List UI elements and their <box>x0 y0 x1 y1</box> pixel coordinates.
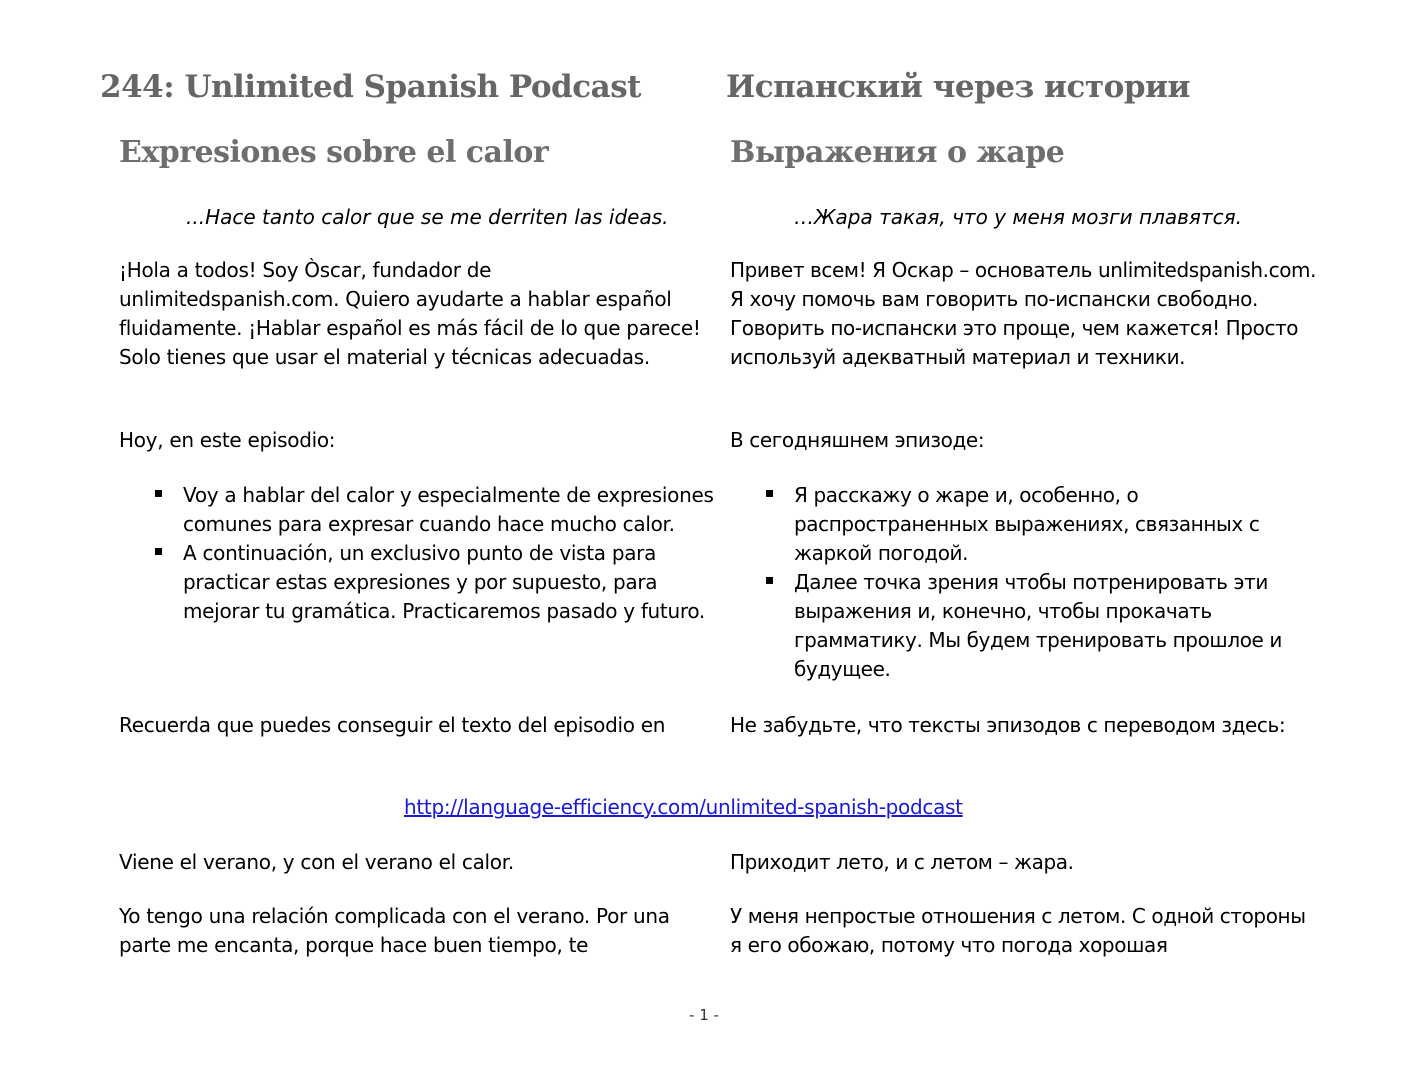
right-quote: …Жара такая, что у меня мозги плавятся. <box>794 205 1242 229</box>
left-title: 244: Unlimited Spanish Podcast <box>100 69 641 105</box>
square-bullet-icon <box>155 490 162 497</box>
right-episode-label: В сегодняшнем эпизоде: <box>730 428 985 452</box>
list-item-text: Я расскажу о жаре и, особенно, о распространенных выражениях, связанных с жаркой погодой. <box>794 483 1260 565</box>
right-title: Испанский через истории <box>726 69 1190 105</box>
podcast-link[interactable]: http://language-efficiency.com/unlimited-spanish-podcast <box>404 795 963 819</box>
list-item-text: Voy a hablar del calor y especialmente de expresiones comunes para expresar cuando hace mucho calor. <box>183 483 714 536</box>
right-relation-paragraph: У меня непростые отношения с летом. С одной стороны я его обожаю, потому что погода хорошая <box>730 904 1306 957</box>
page-number: - 1 - <box>689 1006 719 1024</box>
left-bullet-list <box>119 481 719 626</box>
list-item <box>730 481 1330 568</box>
left-episode-label: Hoy, en este episodio: <box>119 428 336 452</box>
right-bullet-list <box>730 481 1330 684</box>
square-bullet-icon <box>766 490 773 497</box>
list-item-text: A continuación, un exclusivo punto de vista para practicar estas expresiones y por supuesto, para mejorar tu gramática. Practicaremos pasado y futuro. <box>183 541 705 623</box>
left-relation-paragraph: Yo tengo una relación complicada con el verano. Por una parte me encanta, porque hace buen tiempo, te <box>119 904 670 957</box>
left-summer-paragraph: Viene el verano, y con el verano el calor. <box>119 850 514 874</box>
list-item-text: Далее точка зрения чтобы потренировать эти выражения и, конечно, чтобы прокачать грамматику. Мы будем тренировать прошлое и будущее. <box>794 570 1283 681</box>
left-reminder-paragraph: Recuerda que puedes conseguir el texto del episodio en <box>119 713 666 737</box>
list-item <box>119 481 719 539</box>
left-subtitle: Expresiones sobre el calor <box>119 135 549 170</box>
right-summer-paragraph: Приходит лето, и с летом – жара. <box>730 850 1074 874</box>
list-item <box>730 568 1330 684</box>
square-bullet-icon <box>155 548 162 555</box>
left-quote: ...Hace tanto calor que se me derriten las ideas. <box>186 205 669 229</box>
left-intro-paragraph: ¡Hola a todos! Soy Òscar, fundador de unlimitedspanish.com. Quiero ayudarte a hablar español fluidamente. ¡Hablar español es más fácil de lo que parece! Solo tienes que usar el material y técnicas adecuadas. <box>119 258 701 369</box>
square-bullet-icon <box>766 577 773 584</box>
right-subtitle: Выражения о жаре <box>730 135 1065 170</box>
list-item <box>119 539 719 626</box>
right-reminder-paragraph: Не забудьте, что тексты эпизодов с переводом здесь: <box>730 713 1286 737</box>
right-intro-paragraph: Привет всем! Я Оскар – основатель unlimitedspanish.com. Я хочу помочь вам говорить по-испански свободно. Говорить по-испански это проще, чем кажется! Просто используй адекватный материал и техники. <box>730 258 1317 369</box>
